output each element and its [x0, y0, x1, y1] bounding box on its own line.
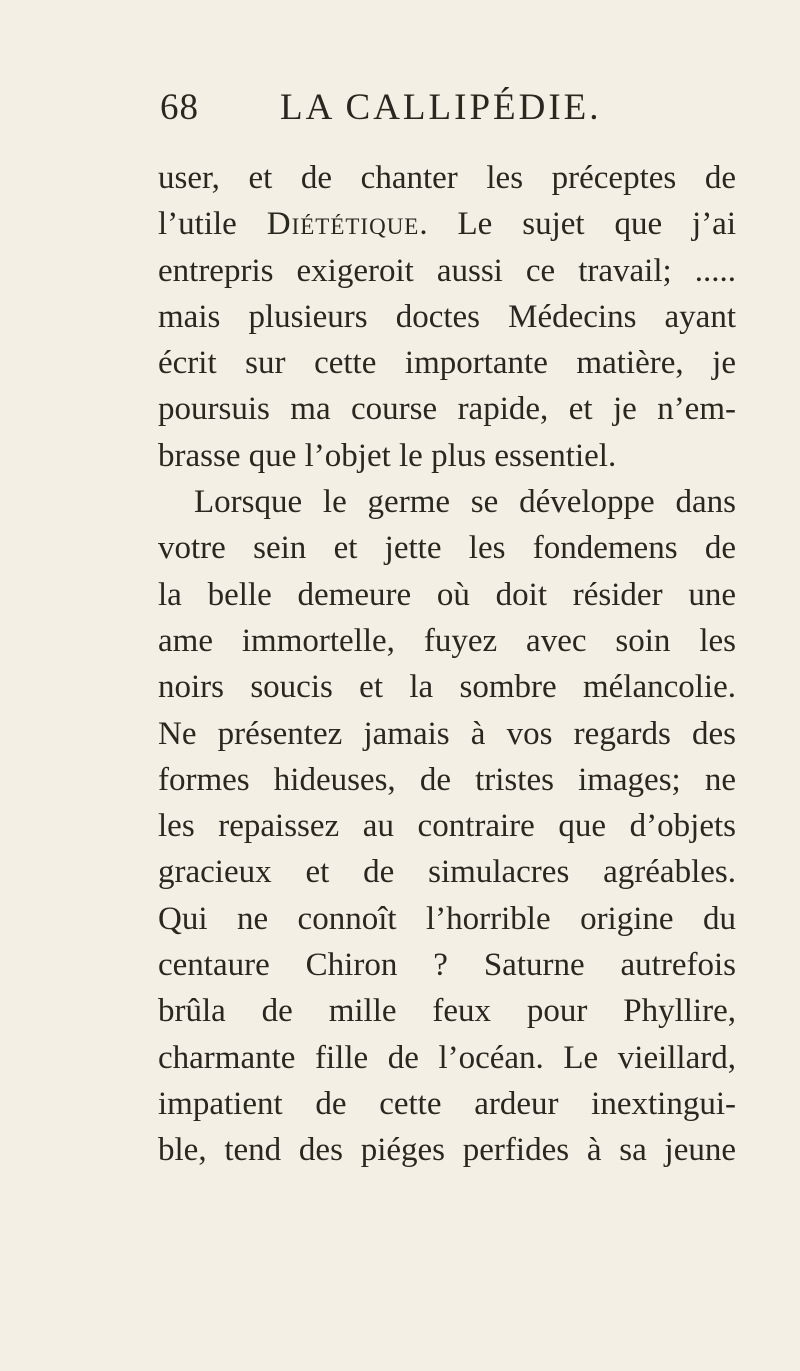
text-fragment: l’utile	[158, 206, 237, 243]
text-line: gracieux et de simulacres agréables.	[158, 854, 736, 891]
small-caps-word: Diététique	[266, 206, 420, 243]
body-text	[158, 155, 736, 1174]
text-line	[158, 201, 736, 247]
text-line: les repaissez au contraire que d’objets	[158, 808, 736, 845]
text-fragment: . Le sujet que j’ai	[419, 206, 736, 243]
running-title: LA CALLIPÉDIE.	[280, 87, 602, 128]
text-line: ble, tend des piéges perfides à sa jeune	[158, 1132, 736, 1169]
text-line: user, et de chanter les préceptes de	[158, 160, 736, 196]
page-number: 68	[160, 87, 199, 128]
text-line: impatient de cette ardeur inextingui-	[158, 1085, 736, 1122]
text-line: mais plusieurs doctes Médecins ayant	[158, 298, 736, 335]
text-line: poursuis ma course rapide, et je n’em-	[158, 391, 736, 428]
text-line: charmante fille de l’océan. Le vieillard,	[158, 1039, 736, 1076]
text-line: ame immortelle, fuyez avec soin les	[158, 622, 736, 659]
text-line: Ne présentez jamais à vos regards des	[158, 715, 736, 752]
text-line: noirs soucis et la sombre mélancolie.	[158, 669, 736, 706]
text-line: brasse que l’objet le plus essentiel.	[158, 437, 617, 474]
text-line: brûla de mille feux pour Phyllire,	[158, 993, 736, 1030]
text-line: formes hideuses, de tristes images; ne	[158, 761, 736, 798]
text-line: Lorsque le germe se développe dans	[194, 484, 736, 521]
text-line: votre sein et jette les fondemens de	[158, 530, 736, 567]
text-line: Qui ne connoît l’horrible origine du	[158, 900, 736, 937]
running-head	[160, 86, 720, 136]
text-line: écrit sur cette importante matière, je	[158, 345, 736, 382]
text-line: entrepris exigeroit aussi ce travail; .....	[158, 252, 736, 289]
text-line: centaure Chiron ? Saturne autrefois	[158, 947, 736, 984]
text-line: la belle demeure où doit résider une	[158, 576, 736, 613]
